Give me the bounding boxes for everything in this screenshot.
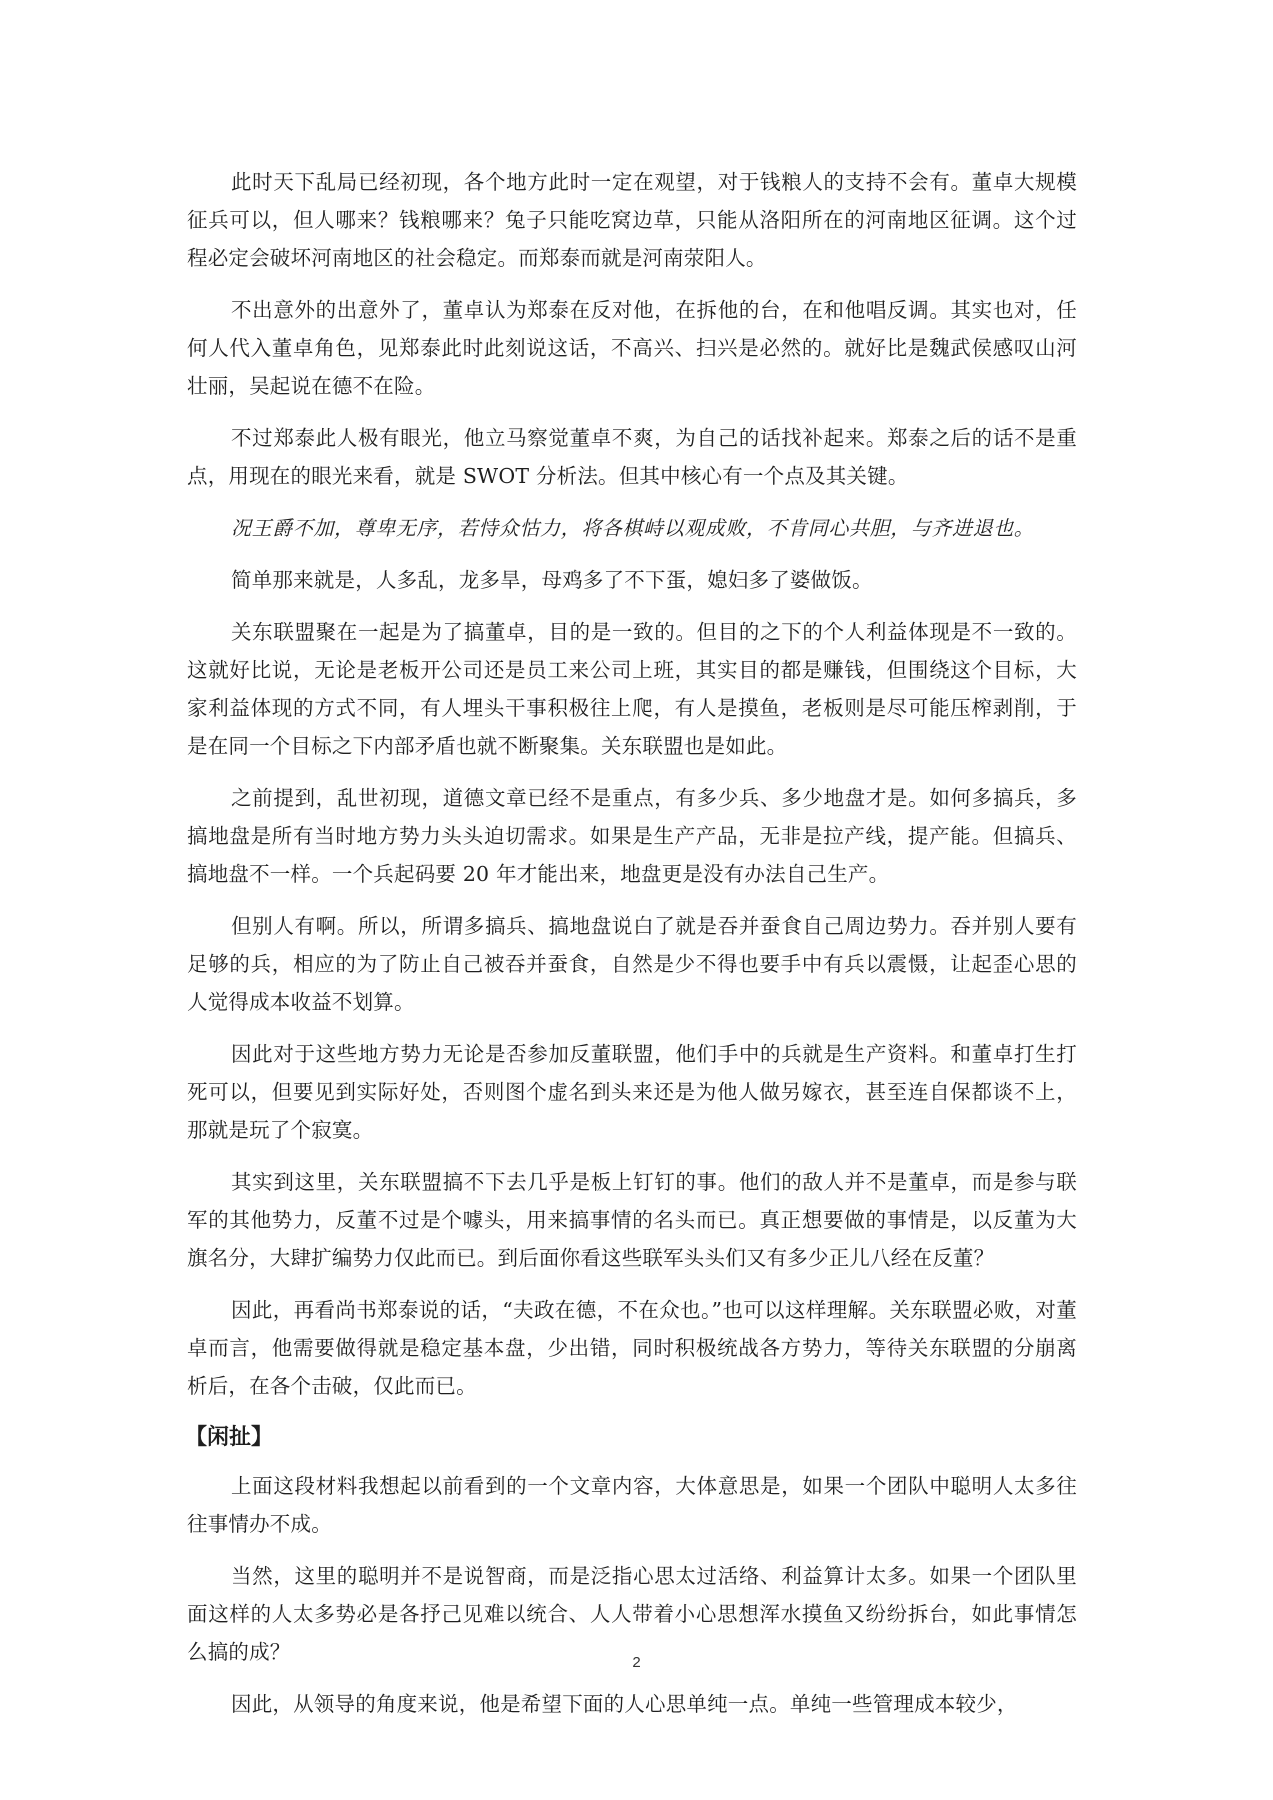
section-heading: 【闲扯】 [185,1425,274,1450]
paragraph-9: 因此对于这些地方势力无论是否参加反董联盟，他们手中的兵就是生产资料。和董卓打生打死可以，但要见到实际好处，否则图个虚名到头来还是为他人做另嫁衣，甚至连自保都谈不上，那就是玩了个寂寞。 [187,1042,1077,1142]
page-number: 2 [632,1654,641,1671]
paragraph-6: 关东联盟聚在一起是为了搞董卓，目的是一致的。但目的之下的个人利益体现是不一致的。这就好比说，无论是老板开公司还是员工来公司上班，其实目的都是赚钱，但围绕这个目标，大家利益体现的方式不同，有人埋头干事积极往上爬，有人是摸鱼，老板则是尽可能压榨剥削，于是在同一个目标之下内部矛盾也就不断聚集。关东联盟也是如此。 [187,620,1077,758]
paragraph-2: 不出意外的出意外了，董卓认为郑泰在反对他，在拆他的台，在和他唱反调。其实也对，任何人代入董卓角色，见郑泰此时此刻说这话，不高兴、扫兴是必然的。就好比是魏武侯感叹山河壮丽，吴起说在德不在险。 [187,298,1077,398]
paragraph-7: 之前提到，乱世初现，道德文章已经不是重点，有多少兵、多少地盘才是。如何多搞兵，多搞地盘是所有当时地方势力头头迫切需求。如果是生产产品，无非是拉产线，提产能。但搞兵、搞地盘不一样。一个兵起码要 20 年才能出来，地盘更是没有办法自己生产。 [187,786,1077,886]
paragraph-5: 简单那来就是，人多乱，龙多旱，母鸡多了不下蛋，媳妇多了婆做饭。 [231,568,873,592]
section-paragraph-1: 上面这段材料我想起以前看到的一个文章内容，大体意思是，如果一个团队中聪明人太多往往事情办不成。 [187,1474,1077,1536]
paragraph-10: 其实到这里，关东联盟搞不下去几乎是板上钉钉的事。他们的敌人并不是董卓，而是参与联军的其他势力，反董不过是个噱头，用来搞事情的名头而已。真正想要做的事情是，以反董为大旗名分，大肆扩编势力仅此而已。到后面你看这些联军头头们又有多少正儿八经在反董？ [187,1170,1077,1270]
section-paragraph-2: 当然，这里的聪明并不是说智商，而是泛指心思太过活络、利益算计太多。如果一个团队里面这样的人太多势必是各抒己见难以统合、人人带着小心思想浑水摸鱼又纷纷拆台，如此事情怎么搞的成？ [187,1564,1077,1664]
paragraph-8: 但别人有啊。所以，所谓多搞兵、搞地盘说白了就是吞并蚕食自己周边势力。吞并别人要有足够的兵，相应的为了防止自己被吞并蚕食，自然是少不得也要手中有兵以震慑，让起歪心思的人觉得成本收益不划算。 [187,914,1077,1014]
document-page [187,163,1077,1737]
quotation: 况王爵不加，尊卑无序，若恃众怙力，将各棋峙以观成败，不肯同心共胆，与齐进退也。 [231,516,1035,540]
paragraph-1: 此时天下乱局已经初现，各个地方此时一定在观望，对于钱粮人的支持不会有。董卓大规模征兵可以，但人哪来？钱粮哪来？兔子只能吃窝边草，只能从洛阳所在的河南地区征调。这个过程必定会破坏河南地区的社会稳定。而郑泰而就是河南荥阳人。 [187,170,1077,270]
paragraph-3: 不过郑泰此人极有眼光，他立马察觉董卓不爽，为自己的话找补起来。郑泰之后的话不是重点，用现在的眼光来看，就是 SWOT 分析法。但其中核心有一个点及其关键。 [187,426,1077,488]
paragraph-11: 因此，再看尚书郑泰说的话，“夫政在德，不在众也。”也可以这样理解。关东联盟必败，对董卓而言，他需要做得就是稳定基本盘，少出错，同时积极统战各方势力，等待关东联盟的分崩离析后，在各个击破，仅此而已。 [187,1298,1077,1398]
section-paragraph-3: 因此，从领导的角度来说，他是希望下面的人心思单纯一点。单纯一些管理成本较少， [231,1692,1018,1716]
